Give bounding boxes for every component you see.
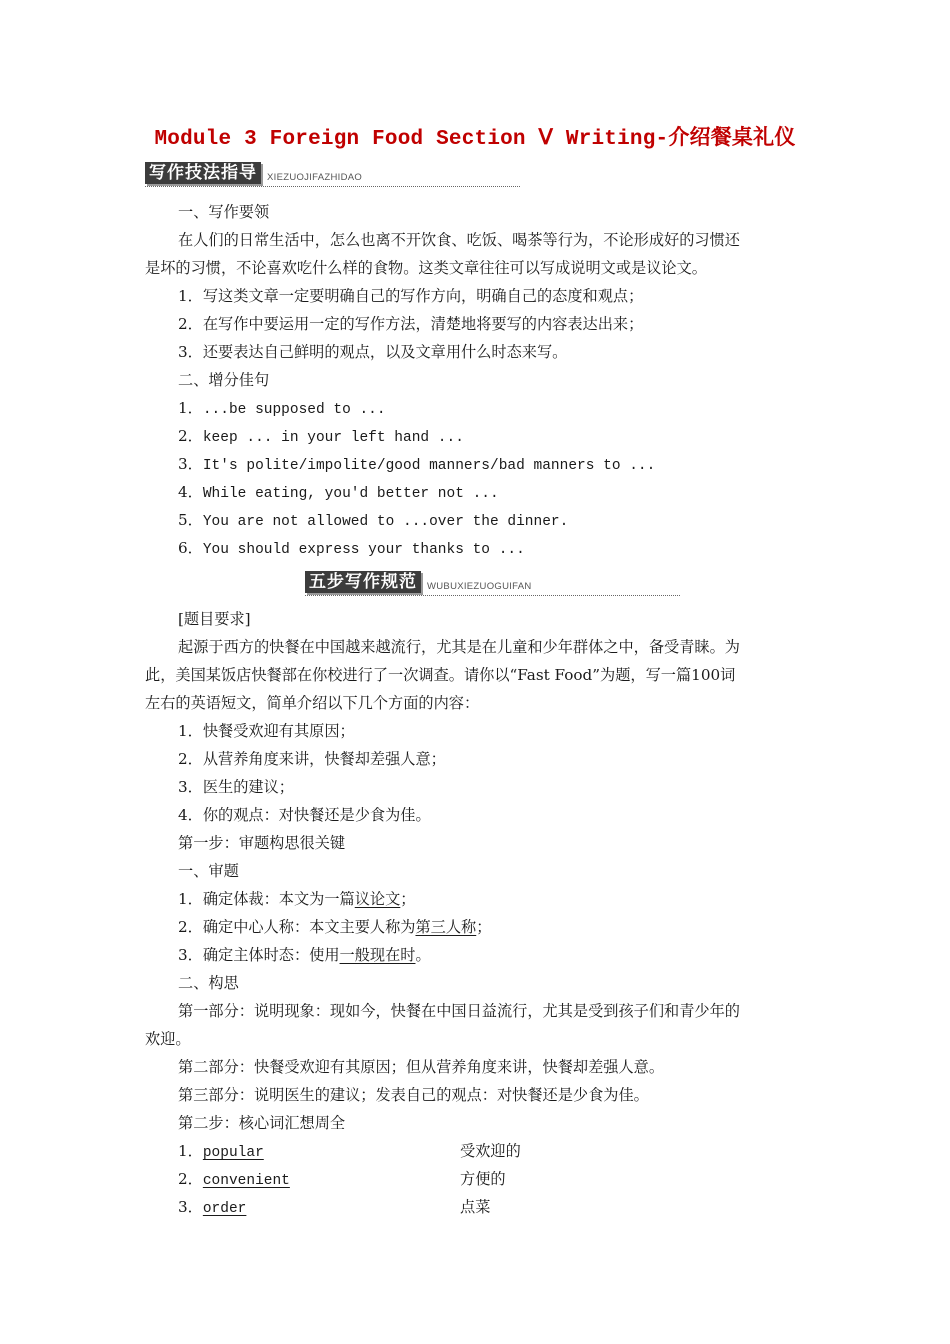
- step-heading: 第二步：核心词汇想周全: [178, 1114, 346, 1132]
- banner-pinyin: WUBUXIEZUOGUIFAN: [427, 581, 532, 592]
- list-item: 1．确定体裁：本文为一篇议论文；: [178, 890, 416, 908]
- vocab-term: 3．order: [178, 1198, 247, 1217]
- list-item: 1．写这类文章一定要明确自己的写作方向，明确自己的态度和观点；: [178, 287, 644, 305]
- banner-label: 写作技法指导: [145, 162, 261, 184]
- banner-dotted-rule: [145, 186, 520, 187]
- paragraph-line: 此，美国某饭店快餐部在你校进行了一次调查。请你以“Fast Food”为题，写一篇100词: [145, 666, 736, 684]
- list-item: 3．确定主体时态：使用一般现在时。: [178, 946, 431, 964]
- banner-dotted-rule: [305, 595, 680, 596]
- banner-label: 五步写作规范: [305, 571, 421, 593]
- paragraph-line: 欢迎。: [145, 1030, 191, 1048]
- answer-blank: 一般现在时: [339, 946, 416, 964]
- list-item: 2．在写作中要运用一定的写作方法，清楚地将要写的内容表达出来；: [178, 315, 644, 333]
- vocab-meaning: 方便的: [460, 1170, 506, 1188]
- list-item: 2．确定中心人称：本文主要人称为第三人称；: [178, 918, 492, 936]
- paragraph-line: 起源于西方的快餐在中国越来越流行，尤其是在儿童和少年群体之中，备受青睐。为: [178, 638, 740, 656]
- subheading: 一、审题: [178, 862, 239, 880]
- paragraph-line: 左右的英语短文，简单介绍以下几个方面的内容：: [145, 694, 480, 712]
- answer-blank: 第三人称: [415, 918, 477, 936]
- list-item: 3．还要表达自己鲜明的观点，以及文章用什么时态来写。: [178, 343, 568, 361]
- step-heading: 第一步：审题构思很关键: [178, 834, 346, 852]
- sentence-item: 4．While eating, you'd better not ...: [178, 483, 499, 502]
- sentence-item: 3．It's polite/impolite/good manners/bad manners to ...: [178, 455, 656, 474]
- paragraph-line: 第一部分：说明现象：现如今，快餐在中国日益流行，尤其是受到孩子们和青少年的: [178, 1002, 740, 1020]
- subheading: 二、构思: [178, 974, 239, 992]
- list-item: 4．你的观点：对快餐还是少食为佳。: [178, 806, 431, 824]
- paragraph-line: 在人们的日常生活中，怎么也离不开饮食、吃饭、喝茶等行为，不论形成好的习惯还: [178, 231, 740, 249]
- paragraph-line: 是坏的习惯，不论喜欢吃什么样的食物。这类文章往往可以写成说明文或是议论文。: [145, 259, 707, 277]
- section-heading: 一、写作要领: [178, 203, 270, 221]
- answer-blank: 议论文: [354, 890, 401, 908]
- vocab-term: 1．popular: [178, 1142, 264, 1161]
- paragraph-line: 第二部分：快餐受欢迎有其原因；但从营养角度来讲，快餐却差强人意。: [178, 1058, 664, 1076]
- sentence-item: 1．...be supposed to ...: [178, 399, 386, 418]
- sentence-item: 5．You are not allowed to ...over the dinner.: [178, 511, 569, 530]
- paragraph-line: 第三部分：说明医生的建议；发表自己的观点：对快餐还是少食为佳。: [178, 1086, 649, 1104]
- vocab-meaning: 受欢迎的: [460, 1142, 521, 1160]
- task-heading: [题目要求]: [178, 610, 251, 628]
- vocab-meaning: 点菜: [460, 1198, 491, 1216]
- list-item: 1．快餐受欢迎有其原因；: [178, 722, 355, 740]
- list-item: 2．从营养角度来讲，快餐却差强人意；: [178, 750, 446, 768]
- list-item: 3．医生的建议；: [178, 778, 294, 796]
- sentence-item: 2．keep ... in your left hand ...: [178, 427, 464, 446]
- page-title: Module 3 Foreign Food Section Ⅴ Writing-介绍餐桌礼仪: [154, 128, 796, 151]
- section-heading: 二、增分佳句: [178, 371, 270, 389]
- section-banner-five-steps: [305, 571, 680, 593]
- section-banner-writing-skills: [145, 162, 520, 184]
- banner-pinyin: XIEZUOJIFAZHIDAO: [267, 172, 363, 183]
- vocab-term: 2．convenient: [178, 1170, 290, 1189]
- sentence-item: 6．You should express your thanks to ...: [178, 539, 525, 558]
